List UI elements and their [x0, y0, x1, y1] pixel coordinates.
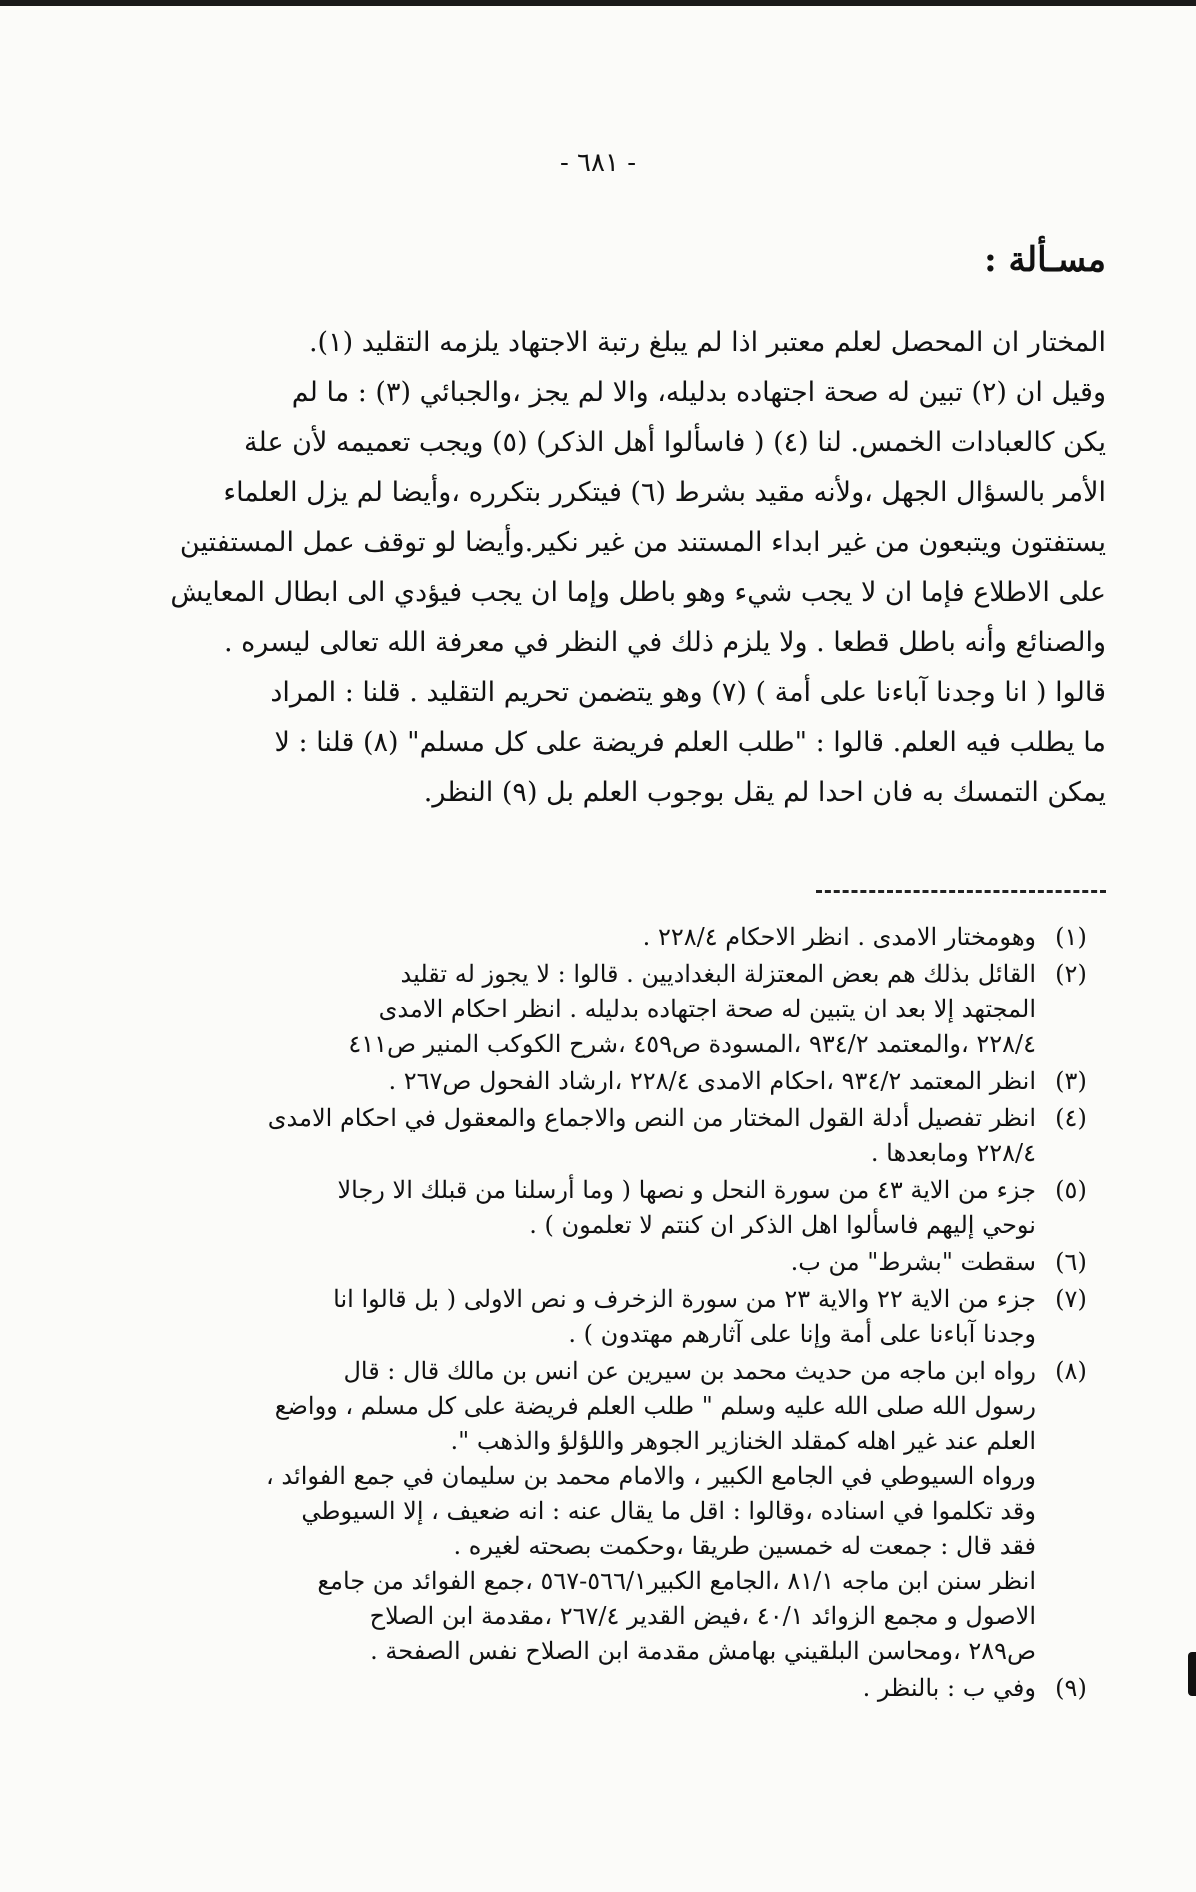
footnote-line: وهومختار الامدى . انظر الاحكام ٢٢٨/٤ . [642, 923, 1036, 951]
footnote-line: ٢٢٨/٤ ومابعدها . [870, 1139, 1036, 1167]
footnote-line: انظر تفصيل أدلة القول المختار من النص والاجماع والمعقول في احكام الامدى [267, 1104, 1036, 1132]
footnote-line: وقد تكلموا في اسناده ،وقالوا : اقل ما يقال عنه : انه ضعيف ، إلا السيوطي [301, 1497, 1036, 1525]
footnote-6 [96, 1245, 1106, 1280]
body-line: وقيل ان (٢) تبين له صحة اجتهاده بدليله، والا لم يجز ،والجبائي (٣) : ما لم [291, 377, 1106, 408]
footnote-number: (٧) [1055, 1285, 1087, 1313]
footnote-number: (٦) [1055, 1248, 1087, 1276]
footnote-1 [96, 920, 1106, 955]
scan-edge-mark [1188, 1652, 1196, 1696]
footnotes [96, 920, 1106, 1708]
footnote-line: العلم عند غير اهله كمقلد الخنازير الجوهر واللؤلؤ والذهب ". [450, 1427, 1036, 1455]
footnote-number: (٣) [1055, 1067, 1087, 1095]
footnote-line: جزء من الاية ٢٢ والاية ٢٣ من سورة الزخرف و نص الاولى ( بل قالوا انا [333, 1285, 1036, 1313]
footnote-number: (٨) [1055, 1357, 1087, 1385]
footnote-4 [96, 1101, 1106, 1171]
main-text [96, 318, 1106, 818]
footnote-line: فقد قال : جمعت له خمسين طريقا ،وحكمت بصحته لغيره . [453, 1532, 1036, 1560]
footnote-line: ٢٢٨/٤ ،والمعتمد ٩٣٤/٢ ،المسودة ص٤٥٩ ،شرح الكوكب المنير ص٤١١ [348, 1030, 1036, 1058]
page-number: - ٦٨١ - [559, 148, 637, 178]
footnote-line: رسول الله صلى الله عليه وسلم " طلب العلم فريضة على كل مسلم ، وواضع [274, 1392, 1036, 1420]
footnote-line: المجتهد إلا بعد ان يتبين له صحة اجتهاده بدليله . انظر احكام الامدى [378, 995, 1036, 1023]
footnote-2 [96, 957, 1106, 1062]
footnote-line: ورواه السيوطي في الجامع الكبير ، والامام محمد بن سليمان في جمع الفوائد ، [266, 1462, 1036, 1490]
footnote-number: (١) [1055, 923, 1087, 951]
footnote-line: انظر المعتمد ٩٣٤/٢ ،احكام الامدى ٢٢٨/٤ ،ارشاد الفحول ص٢٦٧ . [388, 1067, 1036, 1095]
body-line: يستفتون ويتبعون من غير ابداء المستند من غير نكير.وأيضا لو توقف عمل المستفتين [179, 527, 1106, 558]
footnote-line: سقطت "بشرط" من ب. [790, 1248, 1036, 1276]
footnote-number: (٤) [1055, 1104, 1087, 1132]
footnote-7 [96, 1282, 1106, 1352]
footnote-line: القائل بذلك هم بعض المعتزلة البغداديين . قالوا : لا يجوز له تقليد [400, 960, 1036, 988]
body-line: والصنائع وأنه باطل قطعا . ولا يلزم ذلك في النظر في معرفة الله تعالى ليسره . [223, 627, 1106, 658]
footnote-number: (٥) [1055, 1176, 1087, 1204]
body-line: يمكن التمسك به فان احدا لم يقل بوجوب العلم بل (٩) النظر. [423, 777, 1106, 808]
footnote-3 [96, 1064, 1106, 1099]
footnote-line: وفي ب : بالنظر . [862, 1674, 1036, 1702]
footnote-line: رواه ابن ماجه من حديث محمد بن سيرين عن انس بن مالك قال : قال [343, 1357, 1036, 1385]
body-line: ما يطلب فيه العلم. قالوا : "طلب العلم فريضة على كل مسلم" (٨) قلنا : لا [274, 727, 1106, 758]
section-heading: مسـألة : [984, 240, 1106, 280]
footnote-line: الاصول و مجمع الزوائد ٤٠/١ ،فيض القدير ٢٦٧/٤ ،مقدمة ابن الصلاح [369, 1602, 1036, 1630]
footnote-number: (٩) [1055, 1674, 1087, 1702]
footnote-number: (٢) [1055, 960, 1087, 988]
scan-top-edge [0, 0, 1196, 6]
footnote-line: جزء من الاية ٤٣ من سورة النحل و نصها ( وما أرسلنا من قبلك الا رجالا [337, 1176, 1036, 1204]
footnote-line: وجدنا آباءنا على أمة وإنا على آثارهم مهتدون ) . [568, 1320, 1036, 1348]
footnote-divider [816, 890, 1106, 893]
body-line: يكن كالعبادات الخمس. لنا (٤) ( فاسألوا أهل الذكر) (٥) ويجب تعميمه لأن علة [244, 427, 1106, 458]
footnote-5 [96, 1173, 1106, 1243]
footnote-line: نوحي إليهم فاسألوا اهل الذكر ان كنتم لا تعلمون ) . [529, 1211, 1036, 1239]
footnote-line: ص٢٨٩ ،ومحاسن البلقيني بهامش مقدمة ابن الصلاح نفس الصفحة . [370, 1637, 1036, 1665]
body-line: المختار ان المحصل لعلم معتبر اذا لم يبلغ رتبة الاجتهاد يلزمه التقليد (١). [308, 327, 1106, 358]
footnote-9 [96, 1671, 1106, 1706]
body-line: قالوا ( انا وجدنا آباءنا على أمة ) (٧) وهو يتضمن تحريم التقليد . قلنا : المراد [270, 677, 1106, 708]
body-line: على الاطلاع فإما ان لا يجب شيء وهو باطل وإما ان يجب فيؤدي الى ابطال المعايش [170, 577, 1106, 608]
body-line: الأمر بالسؤال الجهل ،ولأنه مقيد بشرط (٦) فيتكرر بتكرره ،وأيضا لم يزل العلماء [223, 477, 1106, 508]
footnote-8 [96, 1354, 1106, 1669]
footnote-line: انظر سنن ابن ماجه ٨١/١ ،الجامع الكبير٥٦٦/١-٥٦٧ ،جمع الفوائد من جامع [317, 1567, 1036, 1595]
